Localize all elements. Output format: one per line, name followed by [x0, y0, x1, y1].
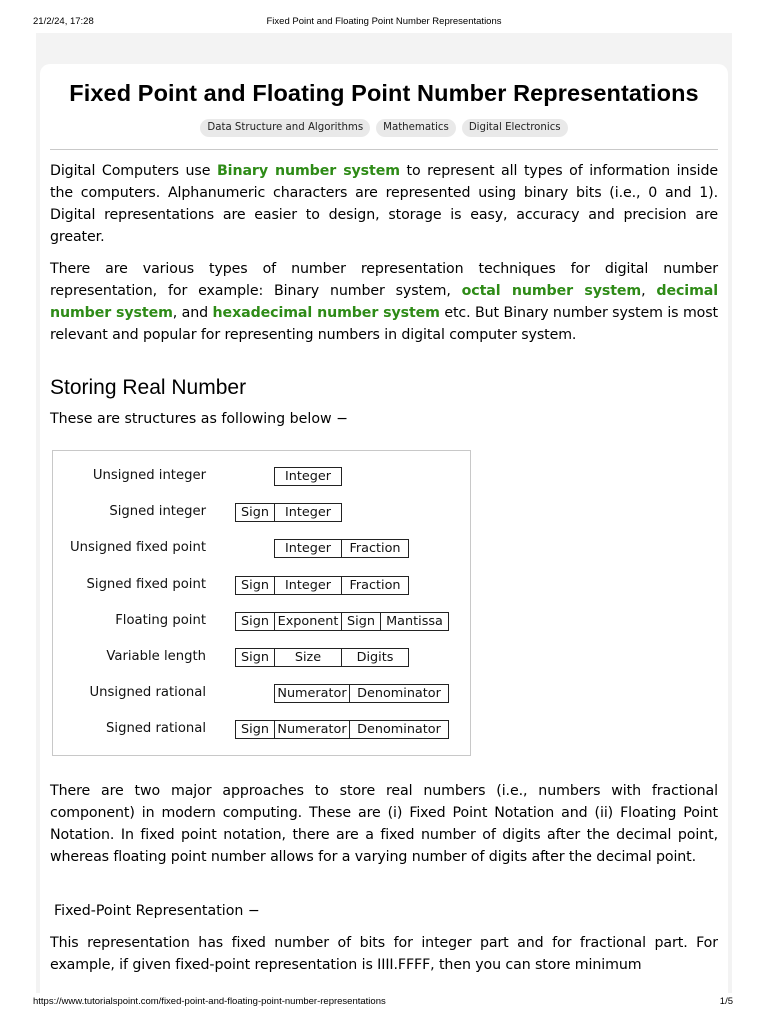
diagram-row-label: Signed rational	[106, 721, 206, 736]
fixed-point-paragraph: This representation has fixed number of bits for integer part and for fractional part. For example, if given fixed-point representation is IIII.FFFF, then you can store minimum	[50, 935, 718, 973]
field-denominator: Denominator	[349, 720, 449, 739]
diagram-row-floating-point	[53, 612, 470, 631]
diagram-row-unsigned-rational	[53, 684, 470, 703]
tag-data-structure[interactable]: Data Structure and Algorithms	[200, 119, 370, 137]
number-systems-paragraph	[50, 258, 718, 346]
p1-text-after: to represent all types of information inside the computers. Alphanumeric characters are represented using binary bits (i.e., 0 and 1). Digital representations are easier to design, storage is easy, accuracy and precision are greater.	[50, 163, 719, 245]
article-title: Fixed Point and Floating Point Number Representations	[69, 80, 699, 106]
field-exponent: Exponent	[274, 612, 342, 631]
field-size: Size	[274, 648, 342, 667]
field-integer: Integer	[274, 576, 342, 595]
section-heading: Storing Real Number	[50, 376, 247, 399]
field-fraction: Fraction	[341, 539, 409, 558]
field-numerator: Numerator	[274, 720, 350, 739]
octal-number-system-link[interactable]: octal number system	[461, 283, 642, 299]
field-denominator: Denominator	[349, 684, 449, 703]
decimal-number-system-link[interactable]: decimal number system	[50, 283, 718, 321]
field-sign: Sign	[235, 612, 275, 631]
field-sign: Sign	[235, 648, 275, 667]
approaches-paragraph: There are two major approaches to store real numbers (i.e., numbers with fractional component) in modern computing. These are (i) Fixed Point Notation and (ii) Floating Point Notation. In fixed point notation, there are a fixed number of digits after the decimal point, whereas floating point number allows for a varying number of digits after the decimal point.	[50, 783, 718, 865]
field-fraction: Fraction	[341, 576, 409, 595]
diagram-row-label: Unsigned fixed point	[70, 540, 206, 555]
diagram-row-unsigned-integer	[53, 467, 470, 486]
print-page-title: Fixed Point and Floating Point Number Representations	[266, 16, 502, 27]
print-header	[33, 16, 735, 30]
p2-text-1: There are various types of number representation techniques for digital number representation, for example: Binary number system,	[50, 261, 718, 299]
print-url[interactable]: https://www.tutorialspoint.com/fixed-point-and-floating-point-number-representations	[33, 996, 386, 1007]
diagram-row-unsigned-fixed-point	[53, 539, 470, 558]
diagram-row-label: Unsigned rational	[89, 685, 206, 700]
diagram-row-signed-integer	[53, 503, 470, 522]
diagram-row-label: Variable length	[106, 649, 206, 664]
field-integer: Integer	[274, 503, 342, 522]
print-datetime: 21/2/24, 17:28	[33, 16, 94, 27]
tag-list	[40, 119, 728, 137]
field-integer: Integer	[274, 467, 342, 486]
diagram-row-label: Signed integer	[109, 504, 206, 519]
p2-text-3: , and	[172, 305, 213, 321]
p2-text-4: etc. But Binary number system is most relevant and popular for representing numbers in digital computer system.	[50, 305, 718, 343]
p2-text-2: ,	[641, 283, 657, 299]
fixed-point-subheading: Fixed-Point Representation −	[54, 903, 260, 919]
field-integer: Integer	[274, 539, 342, 558]
field-digits: Digits	[341, 648, 409, 667]
diagram-row-label: Floating point	[115, 613, 206, 628]
diagram-row-label: Unsigned integer	[92, 468, 206, 483]
field-sign: Sign	[235, 720, 275, 739]
diagram-row-signed-fixed-point	[53, 576, 470, 595]
field-sign: Sign	[235, 503, 275, 522]
diagram-row-signed-rational	[53, 720, 470, 739]
field-mantissa: Mantissa	[380, 612, 449, 631]
field-sign: Sign	[235, 576, 275, 595]
diagram-row-variable-length	[53, 648, 470, 667]
diagram-row-label: Signed fixed point	[86, 577, 206, 592]
title-divider	[50, 149, 718, 150]
binary-number-system-link[interactable]: Binary number system	[216, 163, 400, 179]
structures-intro: These are structures as following below −	[50, 411, 348, 427]
hexadecimal-number-system-link[interactable]: hexadecimal number system	[212, 305, 440, 321]
tag-digital-electronics[interactable]: Digital Electronics	[462, 119, 568, 137]
print-footer	[33, 996, 735, 1010]
real-number-structures-diagram	[52, 450, 471, 756]
p1-text-before: Digital Computers use	[50, 163, 217, 179]
field-sign: Sign	[341, 612, 381, 631]
page-number: 1/5	[719, 996, 733, 1007]
tag-mathematics[interactable]: Mathematics	[376, 119, 456, 137]
field-numerator: Numerator	[274, 684, 350, 703]
intro-paragraph	[50, 160, 718, 248]
